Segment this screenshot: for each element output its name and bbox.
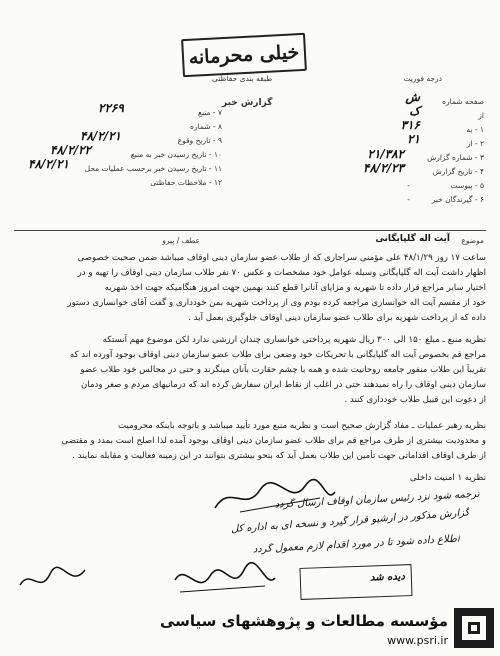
body-line: مراجع قم بخصوص آیت اله گلپایگانی با تحریکات خود وضعی برای طلاب عضو سازمان دینی اوقاف بوجود آورده اند که [69,350,486,360]
field-label: ۳ - شماره گزارش [427,153,484,162]
field-label: ۱ - به [466,125,484,134]
field-value: ۴۸/۲/۲۱ [28,157,69,171]
field-value: - [407,195,410,204]
field-label: ۱۰ - تاریخ رسیدن خبر به منبع [130,150,222,159]
footer-title: مؤسسه مطالعات و پژوهشهای سیاسی [159,612,448,630]
handwritten-note: گزارش مذکور در آرشیو قرار گیرد و نسخه ای به اداره کل [230,507,470,536]
bottom-stamp-text: دیده شد [369,571,406,584]
body-line: از طرف اوقاف اقداماتی جهت تأمین این طلاب بعمل آید که بنحو بیشتری بتوانند در این زمینه فعالیت و مقابله نمایند . [72,451,486,461]
field-value: ش [405,90,420,104]
field-label: ۷ - منبع [197,108,222,117]
bottom-stamp [299,564,412,600]
handwritten-note: اطلاع داده شود تا در مورد اقدام لازم معمول گردد [252,533,461,556]
field-value: ۴۸/۲/۲۳ [363,161,404,175]
body-line: سازمان دینی اوقاف را راه نمیدهند حتی در اغلب از نقاط ایران سفارش کرده اند که درمانیهای مردم و صغر ودمان [80,380,486,390]
field-label: صفحه شماره [442,97,484,106]
field-label: ۸ - شماره [190,122,222,131]
footer-url[interactable]: www.psri.ir [387,634,448,647]
field-label: ۱۱ - تاریخ رسیدن خبر برحسب عملیات محل [84,164,222,173]
body-line: نظریه ۱ امنیت داخلی [409,473,486,483]
report-title: گزارش خبر [222,98,273,108]
body-line: داده که از پرداخت شهریه برای طلاب عضو سازمان دینی اوقاف جلوگیری بعمل آید . [188,313,486,323]
field-label: ۹ - تاریخ وقوع [177,136,222,145]
field-value: - [407,181,410,190]
signature-scribble [15,560,95,600]
body-line: نظریه منبع ـ مبلغ ۱۵۰ الی ۳۰۰ ریال شهریه پرداختی خوانساری چندان ارزشی ندارد لکن موضوع مهم آنستکه [102,335,486,345]
body-line: نظریه رهبر عملیات ـ مفاد گزارش صحیح است و نظریه منبع مورد تأیید میباشد و باتوجه باینکه محرومیت [118,421,486,431]
body-line: اختیار سایر مراجع قرار داده تا شهریه و مزایای آنانرا قطع کنند بهمین جهت امروز هنگامیکه جهت اخذ شهریه [104,283,486,293]
classification-label: طبقه بندی حفاظتی [212,74,273,83]
field-value: ۲۱ [407,132,420,146]
field-value: ۳۱۶ [400,118,420,132]
psri-logo-icon [454,608,494,648]
priority-label: درجه فوریت [403,74,442,83]
body-line: از دعوت این قبیل طلاب خودداری کنند . [344,395,486,405]
field-value: ۲۲۶۹ [98,101,124,115]
field-value: ک [409,104,420,118]
subject-label: موضوع [461,236,484,245]
handwritten-note: ترجمه شود نزد رئیس سازمان اوقاف ارسال گردد [274,488,480,511]
signature-scribble [210,478,340,518]
field-label: از [478,111,484,120]
field-value: ۴۸/۲/۲۲ [50,143,91,157]
body-line: و محدودیت بیشتری از طرف مراجع قم برای طلاب عضو سازمان دینی اوقاف بوجود آمده لذا اصلح است بمدد و مقتضی [61,436,486,446]
subject-value: آیت اله گلپایگانی [375,234,450,244]
classification-stamp [181,33,307,77]
field-label: ۲ - از [466,139,484,148]
field-label: ۱۲ - ملاحظات حفاظتی [150,178,222,187]
field-value: ۲۱/۳۸۲ [367,147,404,161]
field-label: ۴ - تاریخ گزارش [432,167,484,176]
body-line: خود از مقسم آیت اله خوانساری مراجعه کرده بودم وی از پرداخت شهریه بمن خودداری و گفت آقای خوانساری دستور [67,298,486,308]
body-line: ساعت ۱۷ روز ۴۸/۱/۲۹ علی مؤمنی سراجاری که از طلاب عضو سازمان دینی اوقاف میباشد ضمن صحبت خصوصی [77,253,486,263]
reference-label: عطف / پیرو [162,236,200,245]
body-line: اظهار داشت آیت اله گلپایگانی وسیله عوامل خود مشخصات و عکس ۷۰ نفر طلاب سازمان دینی اوقاف را تهیه و در [77,268,486,278]
body-line: تقریباً این طلاب منفور جامعه روحانیت شده و همه با چشم حقارت بآنان مینگرند و حتی در مجالس خود طلاب عضو [80,365,486,375]
field-label: ۶ - گیرندگان خبر [431,195,484,204]
signature-scribble [170,560,280,600]
field-label: ۵ - پیوست [450,181,484,190]
field-value: ۴۸/۲/۲۱ [80,129,121,143]
header-divider [14,230,486,231]
classification-stamp-text: خیلی محرمانه [188,41,300,69]
